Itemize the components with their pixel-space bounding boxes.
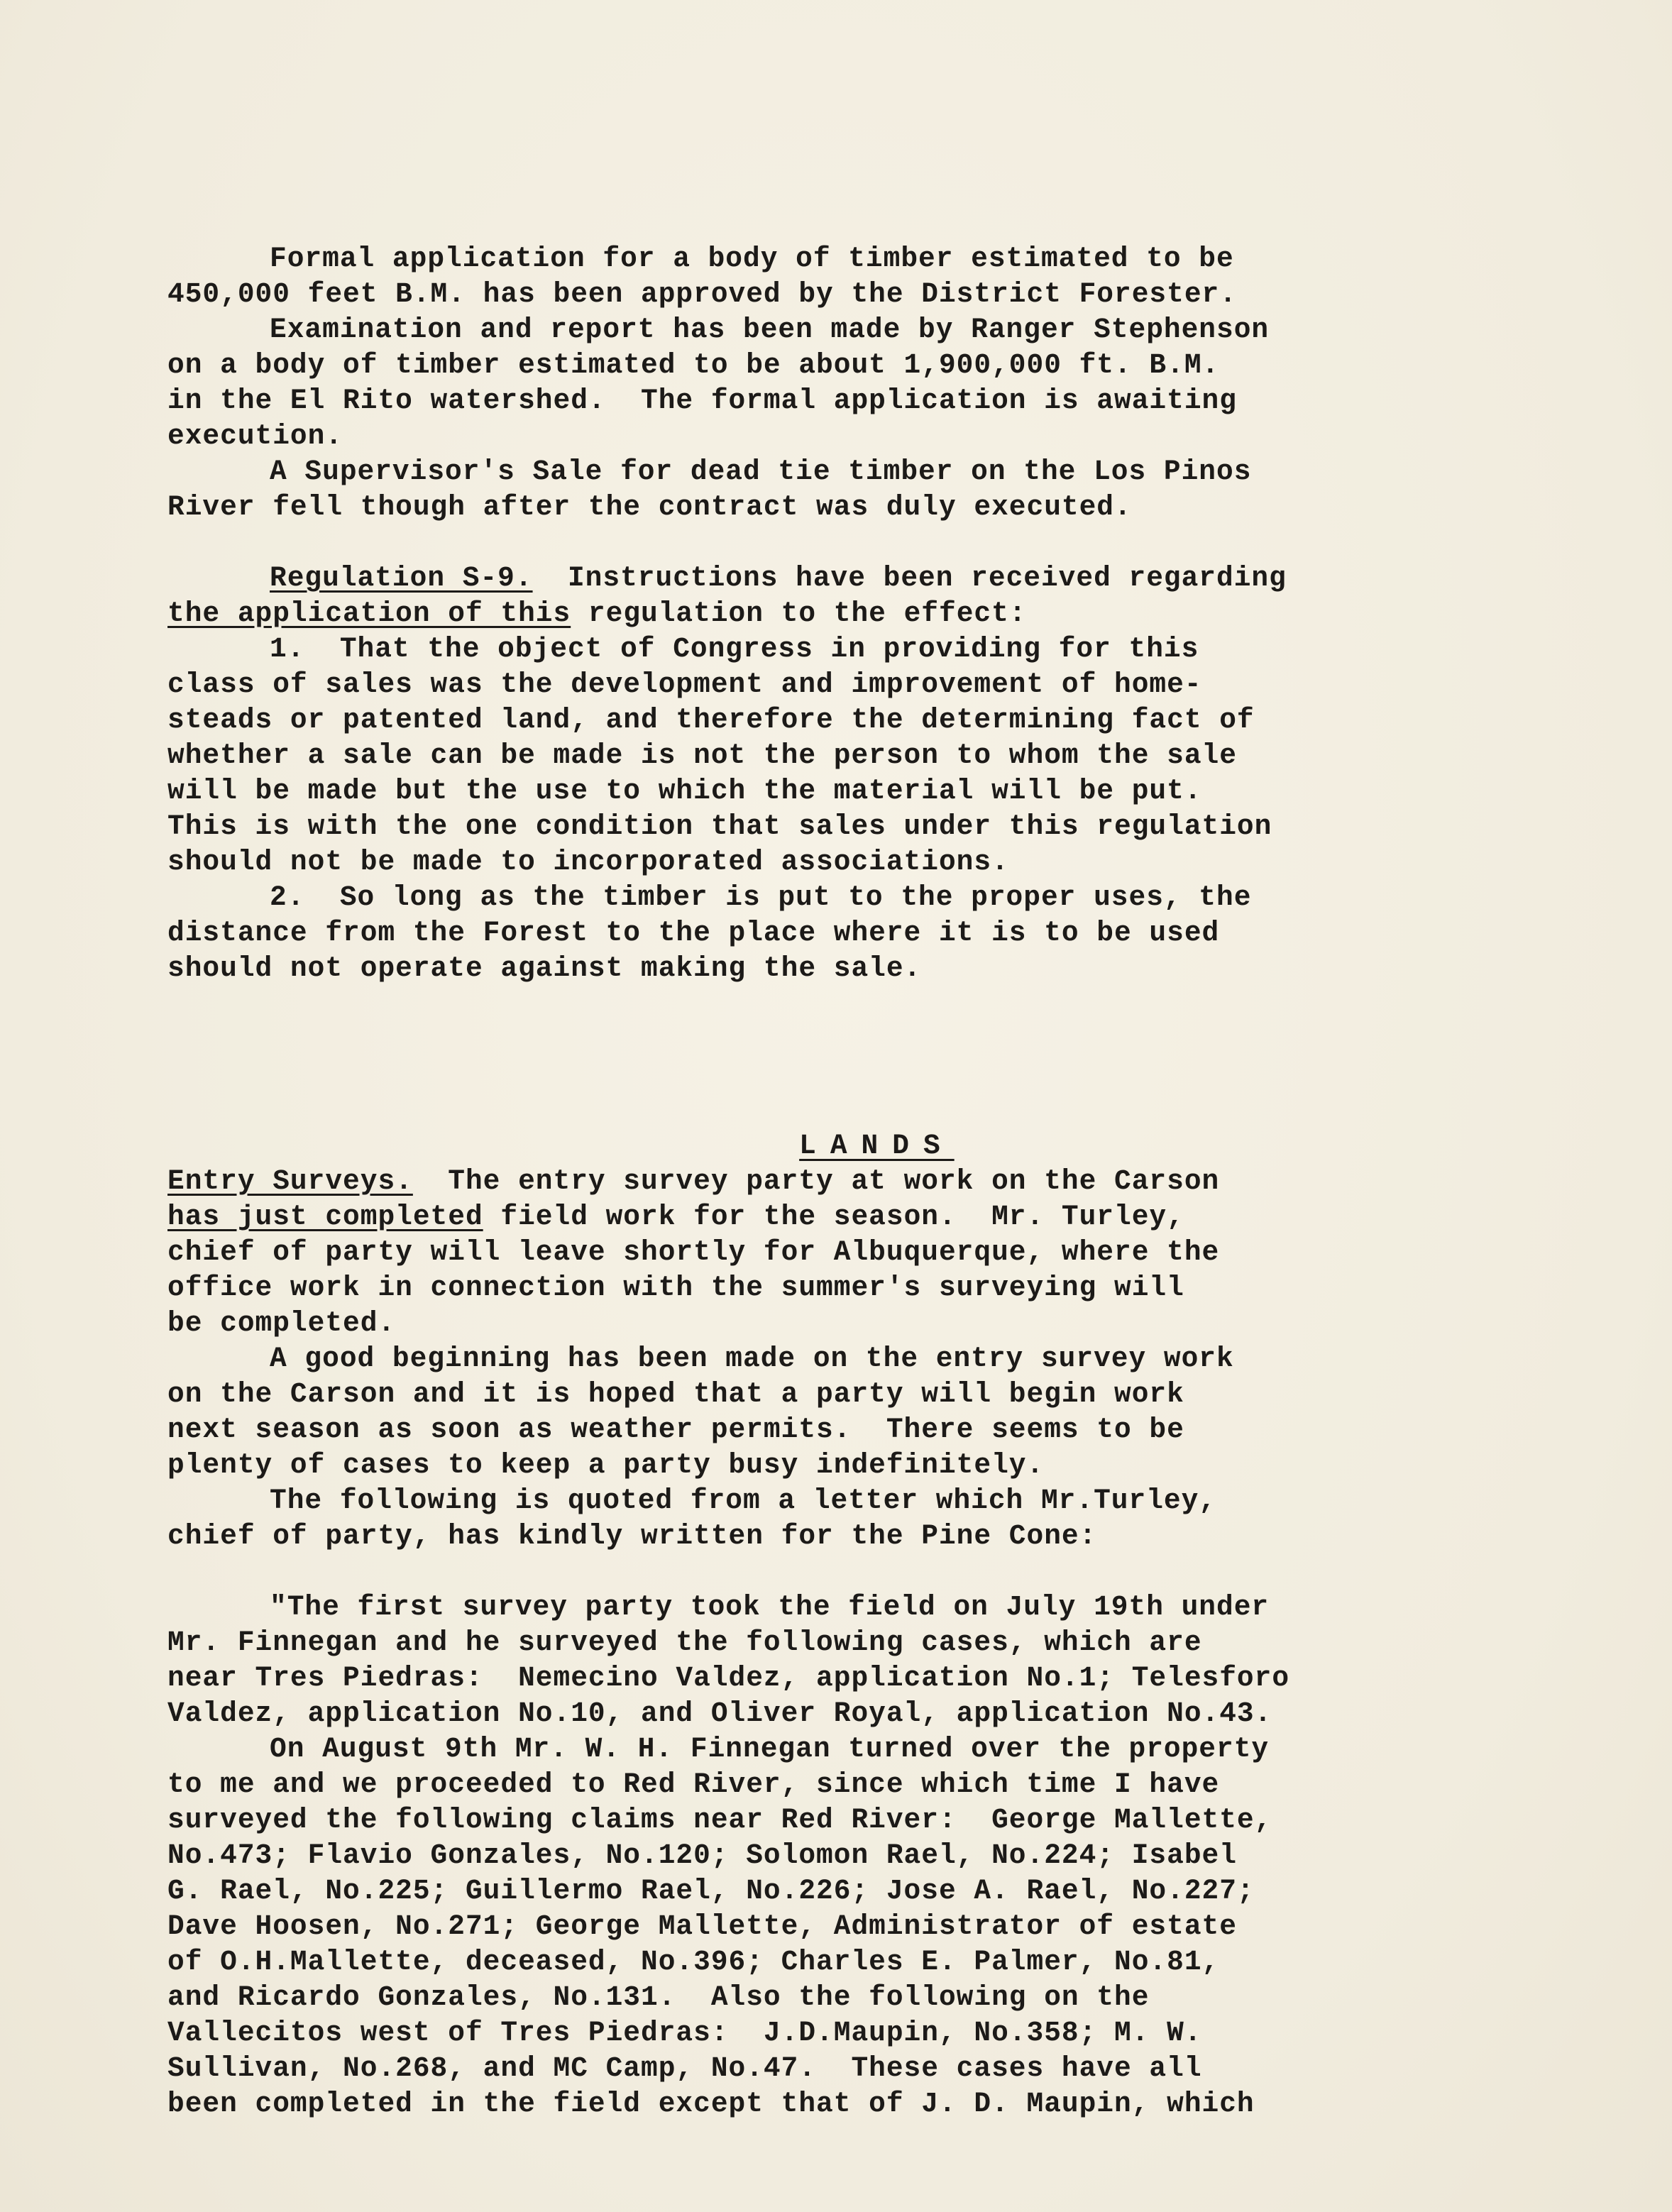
text-line: chief of party, has kindly written for the Pine Cone: bbox=[167, 1520, 1097, 1552]
quote-line: Dave Hoosen, No.271; George Mallette, Administrator of estate bbox=[167, 1910, 1237, 1942]
text-line: should not be made to incorporated associations. bbox=[167, 846, 1009, 878]
text-fragment: field work for the season. Mr. Turley, bbox=[483, 1201, 1184, 1233]
section-gap bbox=[167, 986, 1516, 1093]
regulation-second-line bbox=[167, 596, 1516, 632]
entry-second-line bbox=[167, 1199, 1516, 1235]
quote-line: On August 9th Mr. W. H. Finnegan turned over the property bbox=[270, 1733, 1270, 1765]
text-line: chief of party will leave shortly for Albuquerque, where the bbox=[167, 1236, 1220, 1268]
section-heading-lands: LANDS bbox=[799, 1130, 955, 1162]
quote-line: Vallecitos west of Tres Piedras: J.D.Maupin, No.358; M. W. bbox=[167, 2017, 1202, 2049]
text-line: Formal application for a body of timber estimated to be bbox=[270, 243, 1234, 275]
text-line: 1. That the object of Congress in providing for this bbox=[270, 633, 1199, 665]
text-line: distance from the Forest to the place where it is to be used bbox=[167, 917, 1220, 949]
text-line: whether a sale can be made is not the person to whom the sale bbox=[167, 739, 1237, 771]
quote-line: Valdez, application No.10, and Oliver Royal, application No.43. bbox=[167, 1697, 1272, 1729]
text-fragment: The entry survey party at work on the Carson bbox=[412, 1165, 1220, 1197]
underlined-fragment: the application of this bbox=[167, 598, 571, 629]
text-fragment: Instructions have been received regarding bbox=[532, 562, 1287, 594]
regulation-first-line bbox=[167, 561, 1516, 596]
text-line: 450,000 feet B.M. has been approved by the District Forester. bbox=[167, 278, 1237, 310]
text-line: plenty of cases to keep a party busy indefinitely. bbox=[167, 1449, 1045, 1481]
text-line: on the Carson and it is hoped that a party will begin work bbox=[167, 1378, 1184, 1410]
entry-first-line bbox=[167, 1164, 1516, 1199]
text-line: 2. So long as the timber is put to the proper uses, the bbox=[270, 881, 1252, 913]
text-line: The following is quoted from a letter which Mr.Turley, bbox=[270, 1485, 1217, 1517]
entry-title: Entry Surveys. bbox=[167, 1165, 413, 1197]
text-line: This is with the one condition that sales under this regulation bbox=[167, 810, 1272, 842]
document-page bbox=[167, 241, 1516, 2122]
quote-line: to me and we proceeded to Red River, since which time I have bbox=[167, 1768, 1220, 1800]
text-line: A Supervisor's Sale for dead tie timber on the Los Pinos bbox=[270, 456, 1252, 488]
paragraph-gap bbox=[167, 1554, 1516, 1590]
text-line: in the El Rito watershed. The formal application is awaiting bbox=[167, 385, 1237, 417]
text-line: River fell though after the contract was duly executed. bbox=[167, 491, 1132, 523]
text-line: will be made but the use to which the material will be put. bbox=[167, 775, 1202, 807]
quote-line: of O.H.Mallette, deceased, No.396; Charles E. Palmer, No.81, bbox=[167, 1946, 1220, 1978]
quote-line: near Tres Piedras: Nemecino Valdez, application No.1; Telesforo bbox=[167, 1662, 1290, 1694]
regulation-title: Regulation S-9. bbox=[270, 562, 533, 594]
section-heading-row bbox=[167, 1093, 1516, 1162]
text-fragment: regulation to the effect: bbox=[571, 598, 1027, 629]
quote-line: Sullivan, No.268, and MC Camp, No.47. These cases have all bbox=[167, 2052, 1202, 2084]
text-line: be completed. bbox=[167, 1307, 396, 1339]
paragraph-gap bbox=[167, 525, 1516, 561]
quote-line: G. Rael, No.225; Guillermo Rael, No.226; Jose A. Rael, No.227; bbox=[167, 1875, 1255, 1907]
text-line: on a body of timber estimated to be about 1,900,000 ft. B.M. bbox=[167, 349, 1220, 381]
quote-line: surveyed the following claims near Red River: George Mallette, bbox=[167, 1804, 1272, 1836]
text-line: Examination and report has been made by Ranger Stephenson bbox=[270, 314, 1270, 346]
quote-line: Mr. Finnegan and he surveyed the following cases, which are bbox=[167, 1627, 1202, 1658]
underlined-fragment: has just completed bbox=[167, 1201, 483, 1233]
text-line: office work in connection with the summer's surveying will bbox=[167, 1272, 1184, 1304]
quote-line: "The first survey party took the field on July 19th under bbox=[270, 1591, 1270, 1623]
text-line: next season as soon as weather permits. There seems to be bbox=[167, 1414, 1184, 1446]
text-line: execution. bbox=[167, 420, 343, 452]
text-line: class of sales was the development and improvement of home- bbox=[167, 668, 1202, 700]
text-line: should not operate against making the sale. bbox=[167, 952, 922, 984]
quote-line: been completed in the field except that of J. D. Maupin, which bbox=[167, 2088, 1255, 2120]
text-line: A good beginning has been made on the entry survey work bbox=[270, 1343, 1234, 1375]
text-line: steads or patented land, and therefore the determining fact of bbox=[167, 704, 1255, 736]
quote-line: No.473; Flavio Gonzales, No.120; Solomon Rael, No.224; Isabel bbox=[167, 1839, 1237, 1871]
quote-line: and Ricardo Gonzales, No.131. Also the following on the bbox=[167, 1981, 1150, 2013]
